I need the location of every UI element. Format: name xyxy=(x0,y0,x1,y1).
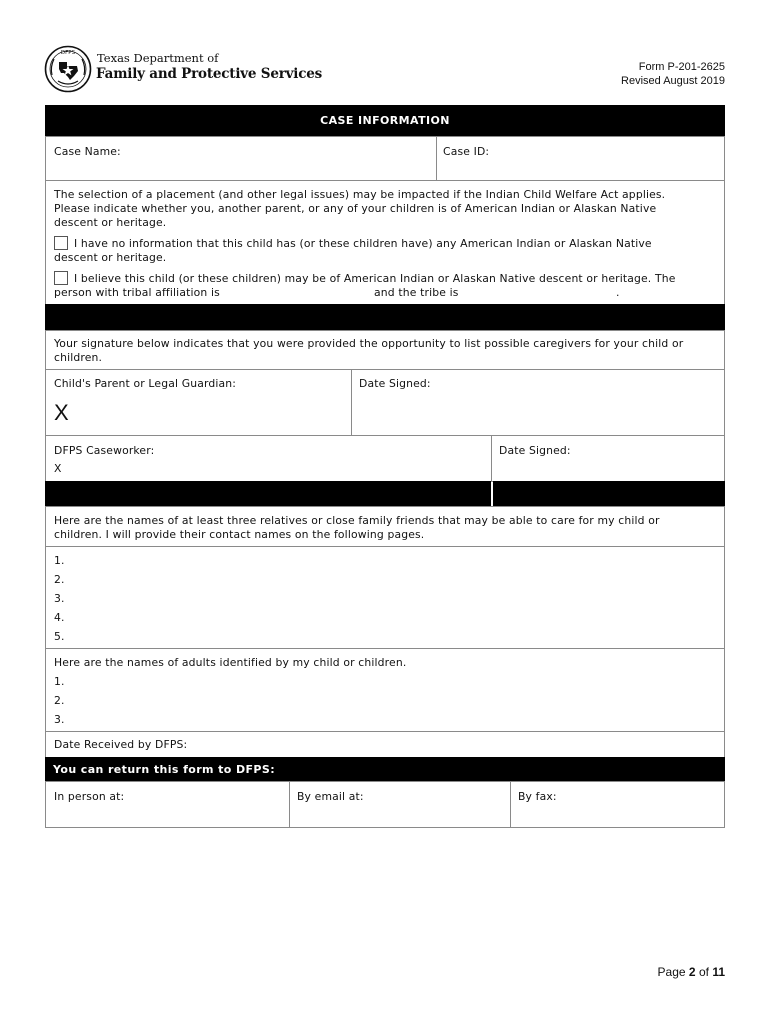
section-divider-bar xyxy=(45,304,725,331)
in-person-label: In person at: xyxy=(54,790,125,803)
relative-item-4[interactable]: 4. xyxy=(54,611,65,624)
parent-signature-field[interactable] xyxy=(45,369,352,436)
parent-date-signed-field[interactable] xyxy=(351,369,725,436)
return-form-title: You can return this form to DFPS: xyxy=(53,763,276,776)
agency-name-line1: Texas Department of xyxy=(97,51,219,65)
return-in-person-field[interactable] xyxy=(45,781,290,828)
case-name-label: Case Name: xyxy=(54,145,121,158)
of-word: of xyxy=(698,965,709,979)
case-information-title: CASE INFORMATION xyxy=(320,114,450,127)
icwa-option-no-info xyxy=(54,236,724,265)
agency-name-line2: Family and Protective Services xyxy=(96,66,323,82)
relative-item-2[interactable]: 2. xyxy=(54,573,65,586)
page-current: 2 xyxy=(688,965,696,979)
relative-item-5[interactable]: 5. xyxy=(54,630,65,643)
adults-intro: Here are the names of adults identified by my child or children. xyxy=(54,656,407,669)
caseworker-signature-field[interactable] xyxy=(45,435,492,482)
caregiver-form xyxy=(45,0,725,1024)
email-label: By email at: xyxy=(297,790,364,803)
tribe-period: . xyxy=(616,286,620,299)
tribal-affiliation-label: person with tribal affiliation is xyxy=(54,286,220,299)
relatives-intro-text xyxy=(54,514,724,542)
adult-item-3[interactable]: 3. xyxy=(54,713,65,726)
parent-date-signed-label: Date Signed: xyxy=(359,377,431,390)
adult-item-1[interactable]: 1. xyxy=(54,675,65,688)
return-form-header xyxy=(45,757,725,782)
icwa-section xyxy=(45,180,725,305)
tribal-person-input[interactable] xyxy=(224,286,364,300)
svg-text:DFPS: DFPS xyxy=(60,50,76,56)
relatives-intro xyxy=(45,506,725,547)
fax-label: By fax: xyxy=(518,790,557,803)
tribe-input[interactable] xyxy=(469,286,609,300)
no-info-text-line1: I have no information that this child has (or these children have) any American Indian or Alaskan Native xyxy=(74,237,652,250)
relative-item-1[interactable]: 1. xyxy=(54,554,65,567)
parent-signature-label: Child's Parent or Legal Guardian: xyxy=(54,377,237,390)
signature-statement-line2: children. xyxy=(54,351,103,364)
relative-item-3[interactable]: 3. xyxy=(54,592,65,605)
case-information-header xyxy=(45,105,725,137)
icwa-intro-line1: The selection of a placement (and other legal issues) may be impacted if the Indian Child Welfare Act applies. xyxy=(54,188,666,201)
return-email-field[interactable] xyxy=(289,781,511,828)
icwa-intro-line3: descent or heritage. xyxy=(54,216,167,229)
page-number xyxy=(658,965,725,979)
no-info-text-line2: descent or heritage. xyxy=(54,251,167,264)
relatives-list xyxy=(45,546,725,649)
form-number: Form P-201-2625 xyxy=(638,61,725,73)
caseworker-date-signed-label: Date Signed: xyxy=(499,444,571,457)
caseworker-divider-bar-left xyxy=(45,481,491,507)
adult-item-2[interactable]: 2. xyxy=(54,694,65,707)
page-word: Page xyxy=(657,965,686,979)
form-revised-date: Revised August 2019 xyxy=(621,75,725,87)
believe-heritage-text-line1: I believe this child (or these children) may be of American Indian or Alaskan Native descent or heritage. The xyxy=(74,272,676,285)
case-id-label: Case ID: xyxy=(443,145,490,158)
icwa-option-believe xyxy=(54,271,724,300)
caseworker-signature-mark: X xyxy=(54,462,62,475)
caseworker-date-signed-field[interactable] xyxy=(491,435,725,482)
signature-statement xyxy=(45,330,725,370)
believe-heritage-checkbox[interactable] xyxy=(54,271,68,285)
caseworker-label: DFPS Caseworker: xyxy=(54,444,155,457)
date-received-field[interactable] xyxy=(45,731,725,758)
page-total: 11 xyxy=(712,965,725,979)
caseworker-divider-bar-right xyxy=(493,481,725,507)
no-info-checkbox[interactable] xyxy=(54,236,68,250)
icwa-intro xyxy=(54,188,724,230)
signature-statement-line1: Your signature below indicates that you were provided the opportunity to list possible caregivers for your child or xyxy=(54,337,684,350)
adults-list xyxy=(45,648,725,732)
icwa-intro-line2: Please indicate whether you, another parent, or any of your children is of American Indian or Alaskan Native xyxy=(54,202,657,215)
return-fax-field[interactable] xyxy=(510,781,725,828)
relatives-intro-line2: children. I will provide their contact names on the following pages. xyxy=(54,528,425,541)
date-received-label: Date Received by DFPS: xyxy=(54,738,188,751)
relatives-intro-line1: Here are the names of at least three relatives or close family friends that may be able to care for my child or xyxy=(54,514,660,527)
tribe-label: and the tribe is xyxy=(374,286,459,299)
signature-statement-text xyxy=(54,337,724,365)
parent-signature-mark: X xyxy=(54,400,69,425)
case-name-field[interactable] xyxy=(45,136,437,181)
case-id-field[interactable] xyxy=(436,136,725,181)
